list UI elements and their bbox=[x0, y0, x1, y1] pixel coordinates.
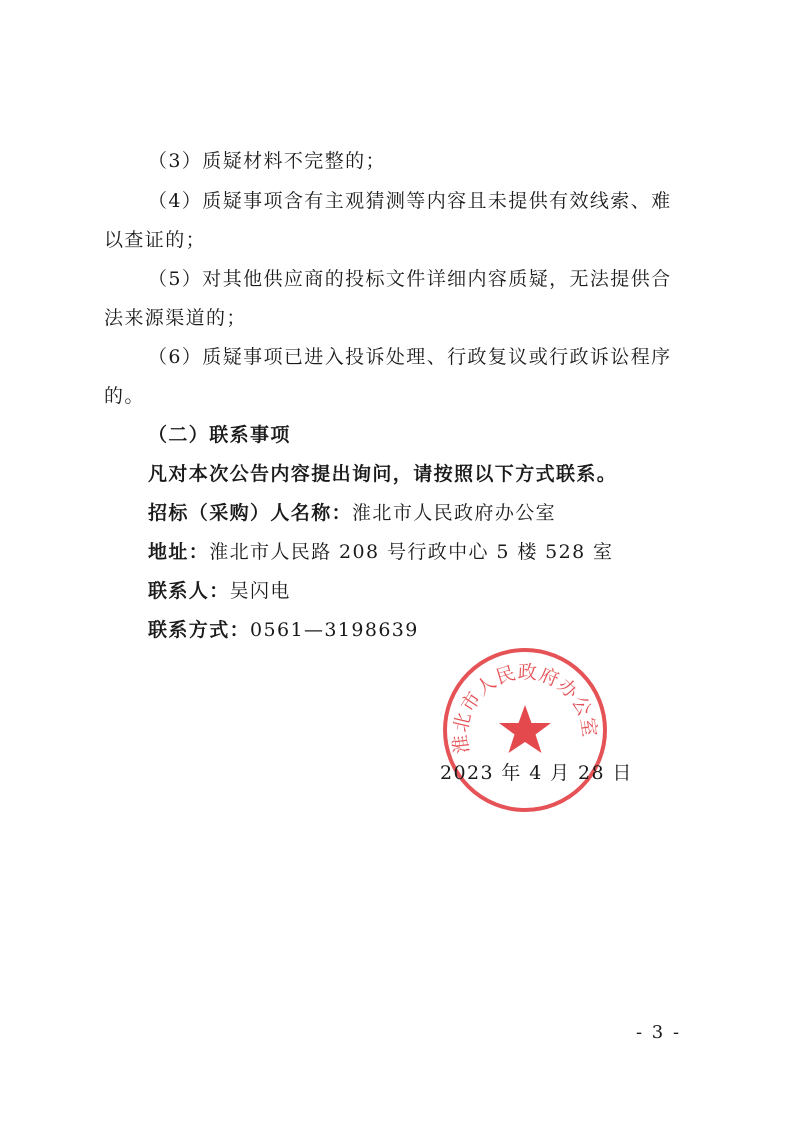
purchaser-row bbox=[148, 500, 556, 526]
contact-intro: 凡对本次公告内容提出询问，请按照以下方式联系。 bbox=[148, 463, 618, 485]
address-value: 淮北市人民路 208 号行政中心 5 楼 528 室 bbox=[209, 541, 614, 563]
purchaser-value: 淮北市人民政府办公室 bbox=[352, 502, 557, 524]
phone-row bbox=[148, 617, 419, 643]
page-number: - 3 - bbox=[636, 1022, 682, 1043]
item-5-continuation: 法来源渠道的； bbox=[104, 307, 247, 329]
issue-date: 2023 年 4 月 28 日 bbox=[440, 762, 633, 784]
address-label: 地址： bbox=[148, 541, 210, 563]
item-3-line: （3）质疑材料不完整的； bbox=[148, 150, 386, 172]
item-4-line: （4）质疑事项含有主观猜测等内容且未提供有效线索、难 bbox=[148, 190, 672, 212]
item-5-line: （5）对其他供应商的投标文件详细内容质疑，无法提供合 bbox=[148, 268, 672, 290]
phone-label: 联系方式： bbox=[148, 619, 251, 641]
contact-heading: （二）联系事项 bbox=[148, 424, 291, 446]
svg-text:淮北市人民政府办公室: 淮北市人民政府办公室 bbox=[449, 661, 601, 755]
item-6-continuation: 的。 bbox=[104, 385, 145, 407]
item-6-line: （6）质疑事项已进入投诉处理、行政复议或行政诉讼程序 bbox=[148, 346, 672, 368]
contact-person-row bbox=[148, 578, 291, 604]
purchaser-label: 招标（采购）人名称： bbox=[148, 502, 353, 524]
official-seal-icon bbox=[440, 645, 610, 815]
contact-person-label: 联系人： bbox=[148, 580, 230, 602]
phone-value: 0561—3198639 bbox=[250, 619, 419, 641]
item-4-continuation: 以查证的； bbox=[104, 229, 207, 251]
contact-person-value: 吴闪电 bbox=[229, 580, 291, 602]
address-row bbox=[148, 539, 613, 565]
